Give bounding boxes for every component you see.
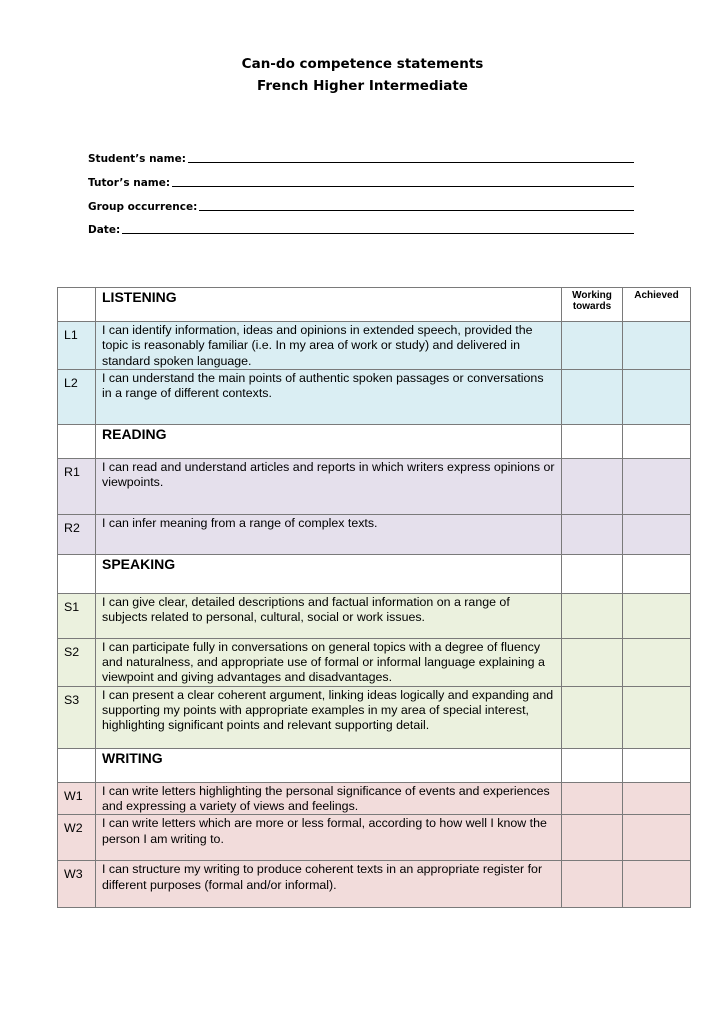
statement-code: R1 — [58, 458, 96, 514]
student-name-field[interactable] — [88, 149, 634, 165]
section-code-cell — [58, 554, 96, 593]
table-row — [58, 815, 691, 861]
statement-code: L2 — [58, 369, 96, 424]
working-towards-cell[interactable] — [562, 369, 623, 424]
working-towards-cell[interactable] — [562, 815, 623, 861]
statement-text: I can participate fully in conversations on general topics with a degree of fluency and naturalness, and appropriate use of formal or informal language explaining a viewpoint and giving advantages and disadvantages. — [96, 638, 562, 686]
statement-text: I can present a clear coherent argument, linking ideas logically and expanding and supporting my points with appropriate examples in my area of special interest, highlighting significant points and relevant supporting detail. — [96, 686, 562, 748]
working-towards-cell[interactable] — [562, 782, 623, 815]
statement-code: W2 — [58, 815, 96, 861]
statement-text: I can write letters highlighting the personal significance of events and experiences and expressing a variety of views and feelings. — [96, 782, 562, 815]
table-row — [58, 861, 691, 908]
statement-text: I can write letters which are more or less formal, according to how well I know the person I am writing to. — [96, 815, 562, 861]
achieved-cell[interactable] — [623, 861, 691, 908]
achieved-cell[interactable] — [623, 638, 691, 686]
working-towards-cell — [562, 748, 623, 782]
section-heading-writing: WRITING — [96, 748, 562, 782]
section-row-writing — [58, 748, 691, 782]
statement-code: W1 — [58, 782, 96, 815]
group-occurrence-line[interactable] — [199, 210, 634, 211]
page-subtitle: French Higher Intermediate — [257, 78, 468, 94]
working-towards-cell — [562, 554, 623, 593]
tutor-name-label: Tutor’s name: — [88, 177, 171, 189]
competence-table — [57, 287, 691, 908]
section-heading-reading: READING — [96, 424, 562, 458]
section-code-cell — [58, 424, 96, 458]
working-towards-cell — [562, 424, 623, 458]
working-towards-cell[interactable] — [562, 458, 623, 514]
statement-code: S3 — [58, 686, 96, 748]
statement-text: I can understand the main points of authentic spoken passages or conversations in a range of different contexts. — [96, 369, 562, 424]
statement-text: I can read and understand articles and reports in which writers express opinions or viewpoints. — [96, 458, 562, 514]
achieved-cell[interactable] — [623, 686, 691, 748]
working-towards-cell[interactable] — [562, 686, 623, 748]
section-row-reading — [58, 424, 691, 458]
working-towards-cell[interactable] — [562, 593, 623, 638]
achieved-cell[interactable] — [623, 458, 691, 514]
working-towards-cell[interactable] — [562, 861, 623, 908]
achieved-cell[interactable] — [623, 322, 691, 370]
table-row — [58, 369, 691, 424]
date-field[interactable] — [88, 220, 634, 236]
column-header-achieved: Achieved — [623, 288, 691, 322]
statement-code: S2 — [58, 638, 96, 686]
achieved-cell[interactable] — [623, 369, 691, 424]
achieved-cell — [623, 424, 691, 458]
statement-code: W3 — [58, 861, 96, 908]
table-row — [58, 593, 691, 638]
achieved-cell — [623, 748, 691, 782]
section-code-cell — [58, 748, 96, 782]
section-heading-speaking: SPEAKING — [96, 554, 562, 593]
table-row — [58, 514, 691, 554]
achieved-cell[interactable] — [623, 593, 691, 638]
statement-text: I can infer meaning from a range of complex texts. — [96, 514, 562, 554]
column-header-working-towards: Working towards — [562, 288, 623, 322]
section-code-cell — [58, 288, 96, 322]
table-row — [58, 322, 691, 370]
table-row — [58, 638, 691, 686]
achieved-cell[interactable] — [623, 514, 691, 554]
table-row — [58, 782, 691, 815]
statement-text: I can structure my writing to produce coherent texts in an appropriate register for different purposes (formal and/or informal). — [96, 861, 562, 908]
date-line[interactable] — [122, 233, 634, 234]
section-heading-listening: LISTENING — [96, 288, 562, 322]
section-row-speaking — [58, 554, 691, 593]
group-occurrence-label: Group occurrence: — [88, 201, 198, 213]
statement-text: I can give clear, detailed descriptions and factual information on a range of subjects related to personal, cultural, social or work issues. — [96, 593, 562, 638]
working-towards-cell[interactable] — [562, 638, 623, 686]
working-towards-cell[interactable] — [562, 514, 623, 554]
student-name-label: Student’s name: — [88, 153, 186, 165]
working-towards-cell[interactable] — [562, 322, 623, 370]
page-title: Can-do competence statements — [241, 56, 484, 72]
statement-code: R2 — [58, 514, 96, 554]
table-row — [58, 458, 691, 514]
statement-text: I can identify information, ideas and opinions in extended speech, provided the topic is reasonably familiar (i.e. In my area of work or study) and delivered in standard spoken language. — [96, 322, 562, 370]
table-row — [58, 686, 691, 748]
student-name-line[interactable] — [188, 162, 634, 163]
statement-code: L1 — [58, 322, 96, 370]
statement-code: S1 — [58, 593, 96, 638]
tutor-name-field[interactable] — [88, 173, 634, 189]
group-occurrence-field[interactable] — [88, 197, 634, 213]
section-row-listening — [58, 288, 691, 322]
date-label: Date: — [88, 224, 121, 236]
achieved-cell[interactable] — [623, 782, 691, 815]
achieved-cell — [623, 554, 691, 593]
tutor-name-line[interactable] — [172, 186, 634, 187]
achieved-cell[interactable] — [623, 815, 691, 861]
